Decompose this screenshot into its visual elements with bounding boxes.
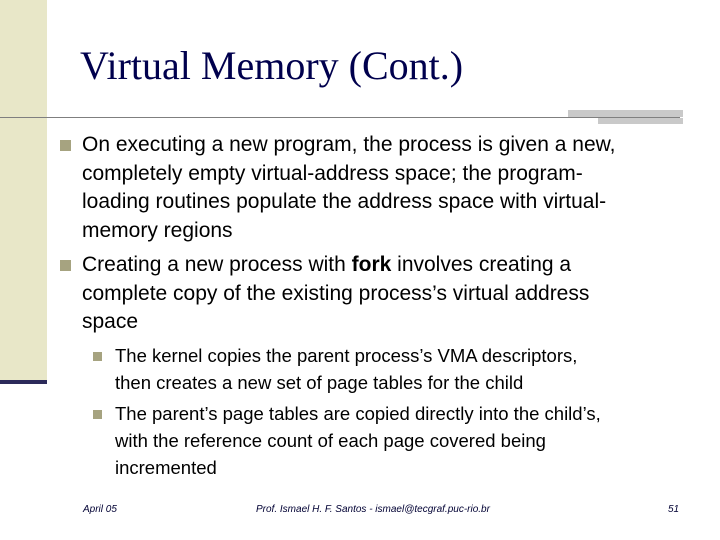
footer-date: April 05 <box>83 504 117 515</box>
bullet-1-line: loading routines populate the address space with virtual- <box>82 190 607 213</box>
sub-bullet-2-line: The parent’s page tables are copied directly into the child’s, <box>115 403 601 424</box>
footer-page-number: 51 <box>668 504 680 515</box>
sub-bullet-1-line: then creates a new set of page tables for the child <box>115 372 524 393</box>
bullet-2-line: space <box>82 310 139 333</box>
bullet-1-line: On executing a new program, the process is given a new, <box>82 133 616 156</box>
bullet-2-line: complete copy of the existing process’s virtual address <box>82 281 590 305</box>
sub-bullet-2-line: incremented <box>115 457 217 478</box>
sub-bullet-1 <box>115 342 705 396</box>
sub-bullet-2 <box>115 400 705 481</box>
bullet-2-text-before: Creating a new process with <box>82 253 352 276</box>
bullet-2-fork-keyword: fork <box>351 253 392 276</box>
bullet-1 <box>82 131 702 245</box>
bullet-2 <box>82 251 702 337</box>
footer-author: Prof. Ismael H. F. Santos - ismael@tecgraf.puc-rio.br <box>256 504 490 515</box>
left-decor-bar <box>0 0 47 380</box>
title-divider-accent-bottom <box>598 118 683 124</box>
title-divider-line <box>0 117 680 118</box>
slide-title: Virtual Memory (Cont.) <box>80 43 464 88</box>
bullet-marker-2 <box>60 260 71 271</box>
sub-bullet-marker-1 <box>93 352 102 361</box>
bullet-marker-1 <box>60 140 71 151</box>
bullet-1-line: completely empty virtual-address space; the program- <box>82 161 583 185</box>
left-decor-bar-accent <box>0 380 47 384</box>
bullet-1-line: memory regions <box>82 218 233 242</box>
sub-bullet-marker-2 <box>93 410 102 419</box>
bullet-2-line <box>82 251 702 280</box>
sub-bullet-1-line: The kernel copies the parent process’s VMA descriptors, <box>115 345 578 366</box>
sub-bullet-2-line: with the reference count of each page covered being <box>115 430 546 451</box>
bullet-2-text-after: involves creating a <box>391 253 572 276</box>
title-divider-accent-top <box>568 110 683 117</box>
